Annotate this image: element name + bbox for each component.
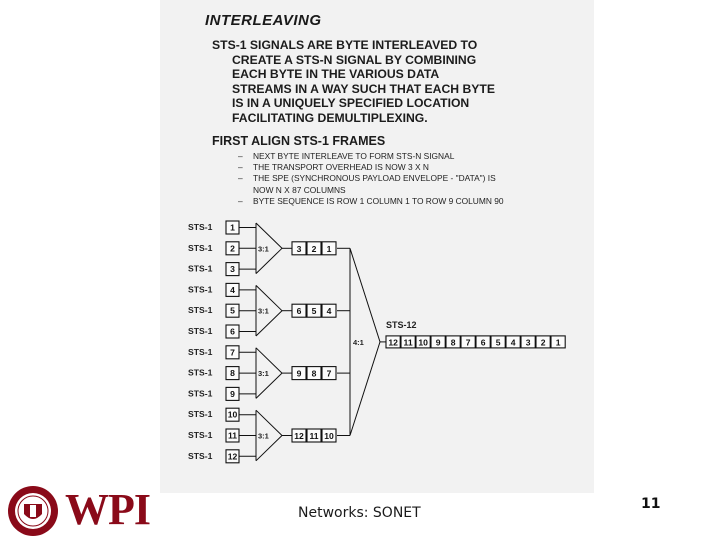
page-number: 11 bbox=[641, 496, 661, 512]
sts12-byte-number: 8 bbox=[450, 337, 456, 348]
sts12-byte-number: 12 bbox=[388, 337, 398, 348]
sts1-input-number: 9 bbox=[230, 388, 235, 399]
wpi-seal-icon bbox=[8, 486, 58, 536]
stage1-byte-number: 2 bbox=[311, 243, 317, 254]
stage1-byte-number: 9 bbox=[296, 368, 302, 379]
bullet-continuation: NOW N X 87 COLUMNS bbox=[253, 184, 346, 195]
sts1-input-number: 7 bbox=[230, 347, 235, 358]
stage1-byte-number: 3 bbox=[296, 243, 302, 254]
sts12-byte-number: 3 bbox=[525, 337, 531, 348]
sts1-input-number: 1 bbox=[230, 222, 235, 233]
sts12-byte-number: 5 bbox=[495, 337, 501, 348]
bullet-item: – THE TRANSPORT OVERHEAD IS NOW 3 X N bbox=[238, 162, 578, 173]
sts12-byte-number: 9 bbox=[435, 337, 441, 348]
stage1-byte-number: 4 bbox=[326, 306, 332, 317]
sts12-byte-number: 6 bbox=[480, 337, 486, 348]
stage1-byte-number: 8 bbox=[311, 368, 317, 379]
stage1-byte-number: 12 bbox=[294, 431, 304, 441]
sts1-input-label: STS-1 bbox=[188, 346, 213, 357]
sts1-input-label: STS-1 bbox=[188, 450, 213, 461]
sts1-input-label: STS-1 bbox=[188, 284, 213, 295]
sts1-input-label: STS-1 bbox=[188, 388, 213, 399]
sts1-input-label: STS-1 bbox=[188, 305, 213, 316]
intro-line: STS-1 SIGNALS ARE BYTE INTERLEAVED TO bbox=[212, 38, 478, 52]
sts1-input-number: 6 bbox=[230, 326, 235, 337]
sts1-input-number: 5 bbox=[230, 305, 235, 316]
mux-3to1-label: 3:1 bbox=[258, 431, 269, 441]
stage1-byte-number: 6 bbox=[296, 306, 302, 317]
stage1-byte-number: 1 bbox=[326, 243, 332, 254]
intro-line: EACH BYTE IN THE VARIOUS DATA bbox=[232, 67, 440, 82]
stage1-byte-number: 5 bbox=[311, 306, 317, 317]
mux-4to1-label: 4:1 bbox=[353, 337, 364, 347]
align-frames-heading: FIRST ALIGN STS-1 FRAMES bbox=[212, 134, 386, 148]
sts1-input-number: 3 bbox=[230, 264, 235, 275]
stage1-byte-number: 7 bbox=[326, 368, 332, 379]
slide-title: INTERLEAVING bbox=[205, 12, 322, 29]
stage1-byte-number: 10 bbox=[324, 431, 334, 441]
bullet-item: – NEXT BYTE INTERLEAVE TO FORM STS-N SIGNAL bbox=[238, 151, 578, 162]
sts1-input-label: STS-1 bbox=[188, 409, 213, 420]
intro-line: STREAMS IN A WAY SUCH THAT EACH BYTE bbox=[232, 81, 495, 96]
sts1-input-number: 2 bbox=[230, 243, 235, 254]
sts12-byte-number: 1 bbox=[555, 337, 561, 348]
bullet-item: – BYTE SEQUENCE IS ROW 1 COLUMN 1 TO ROW 9 COLUMN 90 bbox=[238, 196, 578, 207]
sts12-byte-number: 2 bbox=[540, 337, 546, 348]
sts1-input-number: 10 bbox=[227, 409, 238, 420]
interleaving-diagram bbox=[160, 0, 594, 493]
wpi-logo-text: WPI bbox=[65, 485, 150, 534]
sts12-byte-number: 7 bbox=[465, 337, 471, 348]
sts1-input-label: STS-1 bbox=[188, 326, 213, 336]
sts1-input-label: STS-1 bbox=[188, 263, 213, 274]
sts1-input-label: STS-1 bbox=[188, 430, 213, 440]
sts1-input-number: 12 bbox=[227, 451, 238, 462]
sts12-byte-number: 11 bbox=[403, 337, 413, 348]
stage1-byte-number: 11 bbox=[309, 431, 319, 441]
sts1-input-number: 11 bbox=[227, 430, 238, 441]
bullet-item: – THE SPE (SYNCHRONOUS PAYLOAD ENVELOPE - "DATA") IS bbox=[238, 173, 578, 184]
sts1-input-number: 8 bbox=[230, 368, 235, 379]
sts1-input-number: 4 bbox=[230, 284, 235, 295]
sts12-byte-number: 4 bbox=[510, 337, 516, 348]
sts1-input-label: STS-1 bbox=[188, 222, 213, 232]
sts12-label: STS-12 bbox=[386, 319, 417, 330]
scanned-slide-image bbox=[160, 0, 594, 493]
course-footer: Networks: SONET bbox=[298, 505, 421, 521]
sts12-byte-number: 10 bbox=[418, 337, 428, 348]
mux-3to1-label: 3:1 bbox=[258, 369, 269, 379]
mux-3to1-label: 3:1 bbox=[258, 306, 269, 316]
intro-line: FACILITATING DEMULTIPLEXING. bbox=[232, 110, 428, 125]
sts1-input-label: STS-1 bbox=[188, 367, 213, 378]
mux-3to1-label: 3:1 bbox=[258, 244, 269, 254]
sts1-input-label: STS-1 bbox=[188, 242, 213, 253]
intro-line: IS IN A UNIQUELY SPECIFIED LOCATION bbox=[232, 96, 470, 111]
intro-line: CREATE A STS-N SIGNAL BY COMBINING bbox=[232, 52, 477, 67]
